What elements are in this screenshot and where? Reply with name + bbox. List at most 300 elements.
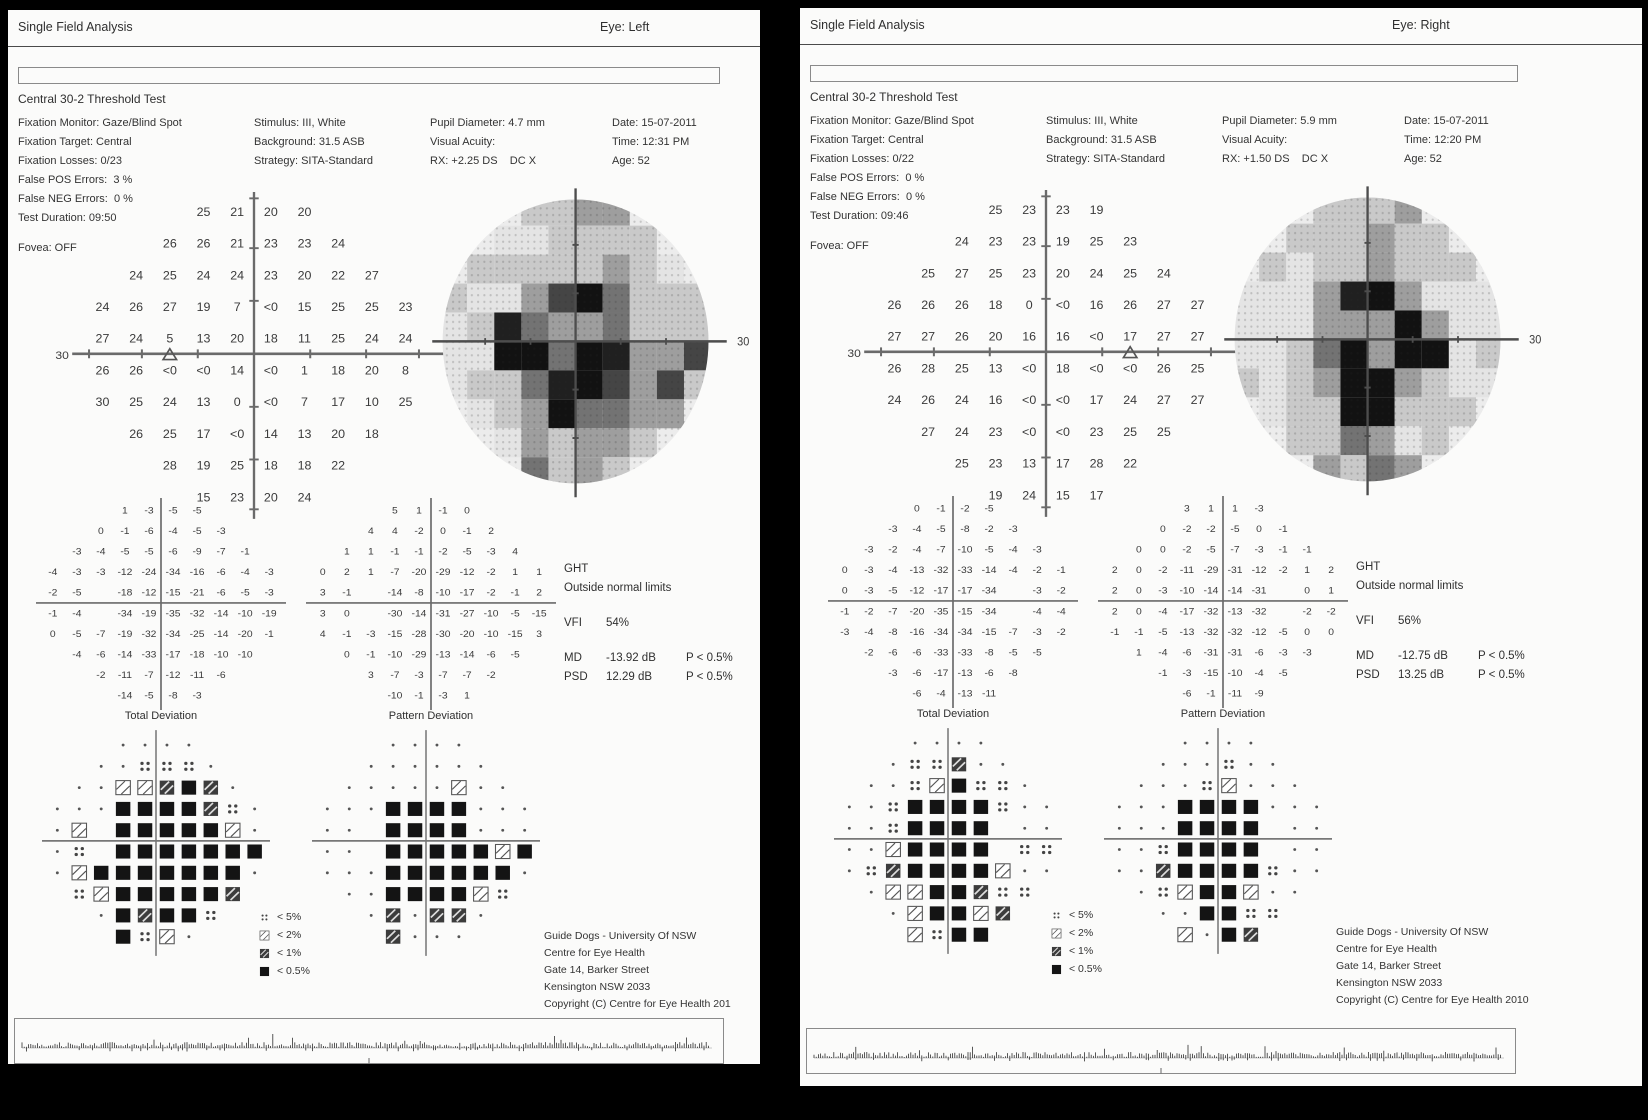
legend-item: < 0.5%: [1050, 960, 1102, 978]
svg-text:-4: -4: [1158, 648, 1168, 659]
pattern-deviation-label: Pattern Deviation: [388, 710, 474, 722]
svg-text:0: 0: [319, 567, 326, 578]
svg-text:17: 17: [1055, 456, 1070, 471]
svg-text:24: 24: [95, 300, 110, 314]
svg-text:-2: -2: [1206, 524, 1216, 535]
ght-label: GHT: [564, 563, 589, 575]
svg-text:<0: <0: [1055, 425, 1070, 439]
svg-text:-5: -5: [1278, 668, 1288, 679]
params-fixation-column: Fixation Monitor: Gaze/Blind Spot Fixation Target: Central Fixation Losses: 0/23 False POS Errors: 3 % False NEG Errors: 0 % Test Duration: 09:50: [18, 117, 182, 224]
svg-text:<0: <0: [1055, 393, 1070, 408]
svg-text:<0: <0: [1022, 393, 1037, 408]
svg-text:24: 24: [129, 268, 144, 283]
svg-text:23: 23: [988, 234, 1003, 249]
svg-text:0: 0: [343, 650, 350, 661]
svg-text:-15: -15: [957, 606, 973, 618]
svg-text:-5: -5: [1032, 648, 1042, 659]
svg-text:25: 25: [398, 395, 413, 410]
svg-text:25: 25: [196, 205, 211, 219]
pattern-deviation-grid: [1098, 496, 1348, 710]
svg-text:-12: -12: [459, 567, 475, 578]
params-fovea: Fovea: OFF: [810, 240, 869, 252]
svg-text:-31: -31: [1251, 586, 1267, 597]
svg-text:-14: -14: [411, 608, 427, 620]
svg-text:-29: -29: [411, 650, 427, 661]
probability-legend: [258, 908, 310, 980]
svg-text:-1: -1: [936, 504, 946, 515]
svg-text:25: 25: [988, 203, 1003, 217]
svg-text:-29: -29: [435, 567, 451, 578]
threshold-sensitivity-grid: [52, 192, 456, 522]
svg-text:22: 22: [1123, 456, 1138, 471]
svg-text:-5: -5: [1158, 627, 1168, 638]
svg-text:-15: -15: [1203, 668, 1219, 679]
svg-text:1: 1: [122, 506, 128, 517]
svg-text:25: 25: [988, 266, 1003, 281]
svg-text:-20: -20: [411, 567, 427, 578]
svg-text:26: 26: [921, 298, 936, 312]
probability-symbol-icon: [258, 929, 271, 942]
svg-text:-4: -4: [912, 524, 922, 535]
svg-text:28: 28: [162, 458, 177, 473]
svg-text:-2: -2: [1302, 606, 1312, 618]
svg-text:-2: -2: [48, 588, 58, 599]
svg-text:18: 18: [263, 458, 278, 473]
svg-text:27: 27: [95, 332, 110, 346]
svg-text:22: 22: [331, 268, 346, 283]
svg-text:-4: -4: [1008, 545, 1018, 556]
svg-text:-7: -7: [390, 670, 400, 681]
svg-text:-4: -4: [936, 689, 946, 700]
svg-text:16: 16: [988, 393, 1003, 408]
header-divider: [8, 46, 760, 47]
svg-text:4: 4: [512, 547, 519, 558]
svg-text:21: 21: [230, 205, 245, 219]
svg-text:27: 27: [1156, 393, 1171, 408]
svg-text:25: 25: [1123, 425, 1138, 439]
probability-symbol-icon: [258, 911, 271, 924]
svg-text:-30: -30: [435, 629, 451, 640]
svg-text:-32: -32: [189, 608, 205, 620]
svg-text:-2: -2: [864, 648, 874, 659]
svg-text:23: 23: [297, 236, 312, 251]
header-divider: [800, 44, 1642, 45]
psd-row: PSD 12.29 dB P < 0.5%: [564, 671, 733, 683]
gaze-tracker-strip: [14, 1018, 724, 1064]
patient-info-strip: [810, 65, 1518, 82]
svg-text:-24: -24: [141, 567, 157, 578]
svg-text:-17: -17: [165, 650, 181, 661]
svg-text:-6: -6: [144, 526, 154, 537]
legend-item: < 1%: [1050, 942, 1102, 960]
grayscale-plot: [1206, 178, 1550, 515]
svg-text:-11: -11: [1179, 565, 1195, 576]
svg-text:<0: <0: [196, 363, 211, 378]
svg-text:-5: -5: [240, 588, 250, 599]
svg-text:-4: -4: [1008, 565, 1018, 576]
svg-text:24: 24: [364, 332, 379, 346]
svg-text:-20: -20: [459, 629, 475, 640]
svg-text:3: 3: [536, 629, 543, 640]
svg-text:-3: -3: [486, 547, 496, 558]
total-deviation-grid: [36, 498, 286, 712]
md-row: MD -13.92 dB P < 0.5%: [564, 652, 733, 664]
svg-text:0: 0: [1160, 524, 1166, 535]
svg-text:-1: -1: [1134, 627, 1144, 638]
ght-result: Outside normal limits: [564, 582, 672, 594]
svg-text:2: 2: [1111, 606, 1118, 618]
total-deviation-probability-plot: [834, 726, 1062, 956]
svg-text:-3: -3: [96, 567, 106, 578]
svg-text:26: 26: [1123, 298, 1138, 312]
params-pupil-column: Pupil Diameter: 4.7 mm Visual Acuity: RX: +2.25 DS DC X: [430, 117, 545, 167]
svg-text:-32: -32: [1203, 606, 1219, 618]
svg-text:-27: -27: [459, 608, 475, 620]
svg-text:24: 24: [887, 393, 902, 408]
svg-text:-6: -6: [168, 547, 178, 558]
svg-text:-12: -12: [117, 567, 133, 578]
svg-text:-34: -34: [981, 586, 997, 597]
svg-text:-34: -34: [981, 606, 997, 618]
svg-text:30: 30: [737, 336, 750, 349]
svg-text:0: 0: [233, 395, 241, 410]
svg-text:-31: -31: [1227, 648, 1243, 659]
svg-text:1: 1: [1328, 586, 1335, 597]
svg-text:28: 28: [1089, 456, 1104, 471]
svg-text:-3: -3: [1182, 668, 1192, 679]
svg-text:-10: -10: [387, 650, 403, 661]
svg-text:0: 0: [1304, 627, 1311, 638]
svg-text:-31: -31: [435, 608, 451, 620]
svg-text:20: 20: [988, 330, 1003, 344]
svg-text:27: 27: [1156, 298, 1171, 312]
svg-text:19: 19: [196, 300, 211, 314]
svg-text:13: 13: [1022, 456, 1037, 471]
svg-text:-9: -9: [1254, 689, 1264, 700]
svg-text:4: 4: [392, 526, 398, 537]
svg-text:-5: -5: [510, 608, 520, 620]
svg-text:27: 27: [364, 268, 379, 283]
legend-item: < 5%: [1050, 906, 1102, 924]
svg-text:-18: -18: [189, 650, 205, 661]
svg-text:24: 24: [954, 393, 969, 408]
svg-text:-5: -5: [1008, 648, 1018, 659]
svg-text:18: 18: [1055, 361, 1070, 376]
svg-text:5: 5: [392, 506, 398, 517]
svg-text:-1: -1: [462, 526, 472, 537]
svg-text:8: 8: [402, 363, 409, 378]
svg-text:23: 23: [988, 425, 1003, 439]
svg-text:-19: -19: [117, 629, 133, 640]
svg-text:15: 15: [1055, 488, 1070, 503]
svg-text:-3: -3: [366, 629, 376, 640]
svg-text:-16: -16: [189, 567, 205, 578]
svg-text:2: 2: [343, 567, 350, 578]
svg-text:27: 27: [954, 266, 969, 281]
svg-text:23: 23: [1022, 203, 1037, 217]
svg-text:-4: -4: [72, 650, 82, 661]
svg-text:20: 20: [364, 363, 379, 378]
svg-text:24: 24: [196, 268, 211, 283]
eye-label: Eye: Right: [1392, 18, 1450, 32]
svg-text:15: 15: [196, 490, 211, 505]
svg-text:10: 10: [364, 395, 379, 410]
svg-text:-31: -31: [1203, 648, 1219, 659]
svg-text:24: 24: [129, 332, 144, 346]
svg-text:-12: -12: [1251, 565, 1267, 576]
gaze-tracker-strip: [806, 1028, 1516, 1074]
svg-text:-1: -1: [414, 547, 424, 558]
svg-text:27: 27: [1190, 393, 1205, 408]
svg-text:0: 0: [1135, 606, 1142, 618]
svg-text:-6: -6: [912, 648, 922, 659]
svg-text:-14: -14: [213, 608, 229, 620]
svg-text:-10: -10: [957, 545, 973, 556]
svg-text:24: 24: [162, 395, 177, 410]
report-page-right-eye: [800, 8, 1642, 1086]
svg-text:22: 22: [331, 458, 346, 473]
svg-text:3: 3: [1184, 504, 1190, 515]
svg-text:25: 25: [1190, 361, 1205, 376]
svg-text:-1: -1: [840, 606, 850, 618]
svg-text:-3: -3: [1278, 648, 1288, 659]
svg-text:-5: -5: [888, 586, 898, 597]
svg-text:24: 24: [230, 268, 245, 283]
svg-text:-6: -6: [912, 689, 922, 700]
svg-text:-5: -5: [510, 650, 520, 661]
svg-text:-8: -8: [960, 524, 970, 535]
svg-text:30: 30: [1529, 334, 1542, 347]
svg-text:23: 23: [398, 300, 413, 314]
svg-text:-3: -3: [72, 567, 82, 578]
svg-text:-15: -15: [387, 629, 403, 640]
svg-text:-1: -1: [390, 547, 400, 558]
svg-text:13: 13: [988, 361, 1003, 376]
svg-text:-3: -3: [1008, 524, 1018, 535]
svg-text:30: 30: [95, 395, 110, 410]
svg-text:-2: -2: [486, 567, 496, 578]
svg-text:-13: -13: [909, 565, 925, 576]
svg-text:-2: -2: [486, 588, 496, 599]
svg-text:-1: -1: [438, 506, 448, 517]
svg-text:-3: -3: [144, 506, 154, 517]
svg-text:-13: -13: [1227, 606, 1243, 618]
svg-text:-1: -1: [48, 608, 58, 620]
svg-text:26: 26: [129, 427, 144, 441]
svg-text:24: 24: [1156, 266, 1171, 281]
svg-text:7: 7: [301, 395, 308, 410]
svg-text:20: 20: [1055, 266, 1070, 281]
svg-text:-6: -6: [1182, 648, 1192, 659]
svg-text:-1: -1: [1206, 689, 1216, 700]
svg-text:24: 24: [398, 332, 413, 346]
svg-text:1: 1: [343, 547, 350, 558]
threshold-sensitivity-grid: [844, 190, 1248, 520]
svg-text:-7: -7: [216, 547, 226, 558]
svg-text:3: 3: [368, 670, 374, 681]
svg-text:<0: <0: [263, 300, 278, 314]
svg-text:26: 26: [1156, 361, 1171, 376]
svg-text:-4: -4: [912, 545, 922, 556]
svg-text:-34: -34: [165, 629, 181, 640]
svg-text:-1: -1: [1278, 545, 1288, 556]
svg-text:-2: -2: [1326, 606, 1336, 618]
svg-text:-3: -3: [72, 547, 82, 558]
svg-text:18: 18: [988, 298, 1003, 312]
svg-text:<0: <0: [1022, 425, 1037, 439]
svg-text:-3: -3: [192, 691, 202, 702]
ght-result: Outside normal limits: [1356, 580, 1464, 592]
vfi-row: VFI 56%: [1356, 615, 1422, 627]
svg-text:-13: -13: [435, 650, 451, 661]
ght-summary: [564, 560, 733, 687]
report-title: Single Field Analysis: [18, 20, 133, 34]
svg-text:-3: -3: [888, 524, 898, 535]
svg-text:-4: -4: [888, 565, 898, 576]
svg-text:-19: -19: [261, 608, 277, 620]
svg-text:-4: -4: [864, 627, 874, 638]
svg-text:-11: -11: [1227, 689, 1243, 700]
svg-text:18: 18: [263, 332, 278, 346]
svg-text:-2: -2: [888, 545, 898, 556]
svg-text:27: 27: [921, 425, 936, 439]
svg-text:-17: -17: [933, 586, 949, 597]
report-page-left-eye: [8, 10, 760, 1064]
svg-text:-2: -2: [414, 526, 424, 537]
svg-text:0: 0: [1256, 524, 1262, 535]
test-name: Central 30-2 Threshold Test: [810, 90, 958, 104]
svg-text:23: 23: [1022, 266, 1037, 281]
svg-text:18: 18: [364, 427, 379, 441]
svg-text:-8: -8: [168, 691, 178, 702]
legend-item: < 0.5%: [258, 962, 310, 980]
svg-text:-14: -14: [981, 565, 997, 576]
svg-text:<0: <0: [1022, 361, 1037, 376]
svg-text:0: 0: [440, 526, 446, 537]
svg-text:1: 1: [1208, 504, 1214, 515]
svg-text:1: 1: [368, 567, 374, 578]
total-deviation-label: Total Deviation: [124, 710, 198, 722]
pattern-deviation-grid: [306, 498, 556, 712]
svg-text:24: 24: [954, 234, 969, 249]
svg-text:<0: <0: [1089, 330, 1104, 344]
svg-text:-2: -2: [1032, 565, 1042, 576]
svg-text:-6: -6: [984, 668, 994, 679]
svg-text:23: 23: [1089, 425, 1104, 439]
svg-text:7: 7: [233, 300, 241, 314]
svg-text:-3: -3: [1254, 545, 1264, 556]
svg-text:20: 20: [297, 205, 312, 219]
svg-text:25: 25: [954, 361, 969, 376]
svg-text:-16: -16: [909, 627, 925, 638]
svg-text:27: 27: [1190, 330, 1205, 344]
svg-text:27: 27: [1156, 330, 1171, 344]
svg-text:-21: -21: [189, 588, 205, 599]
test-name: Central 30-2 Threshold Test: [18, 92, 166, 106]
svg-text:14: 14: [230, 363, 245, 378]
svg-text:-1: -1: [264, 629, 274, 640]
svg-text:-17: -17: [459, 588, 475, 599]
svg-text:19: 19: [988, 488, 1003, 503]
svg-text:-6: -6: [1254, 648, 1264, 659]
svg-text:25: 25: [331, 300, 346, 314]
svg-text:-3: -3: [264, 567, 274, 578]
params-stimulus-column: Stimulus: III, White Background: 31.5 ASB Strategy: SITA-Standard: [254, 117, 374, 167]
svg-text:30: 30: [55, 349, 69, 362]
svg-text:-14: -14: [213, 629, 229, 640]
svg-text:<0: <0: [1123, 361, 1138, 376]
probability-symbol-icon: [258, 947, 271, 960]
svg-text:25: 25: [1089, 234, 1104, 249]
svg-text:0: 0: [1025, 298, 1033, 312]
svg-text:25: 25: [331, 332, 346, 346]
svg-text:-13: -13: [1179, 627, 1195, 638]
svg-text:24: 24: [954, 425, 969, 439]
svg-text:-10: -10: [483, 608, 499, 620]
svg-text:0: 0: [464, 506, 470, 517]
svg-text:27: 27: [1190, 298, 1205, 312]
svg-text:-4: -4: [72, 608, 82, 620]
svg-text:-2: -2: [486, 670, 496, 681]
svg-text:-3: -3: [1254, 504, 1264, 515]
svg-text:-19: -19: [141, 608, 157, 620]
svg-text:-4: -4: [168, 526, 178, 537]
eye-label: Eye: Left: [600, 20, 650, 34]
svg-text:24: 24: [331, 236, 346, 251]
svg-text:25: 25: [129, 395, 144, 410]
svg-text:-5: -5: [984, 545, 994, 556]
svg-text:-13: -13: [957, 689, 973, 700]
svg-text:26: 26: [887, 361, 902, 376]
svg-text:-33: -33: [933, 648, 949, 659]
svg-text:26: 26: [954, 330, 969, 344]
svg-text:-34: -34: [117, 608, 133, 620]
svg-text:20: 20: [331, 427, 346, 441]
svg-text:-6: -6: [912, 668, 922, 679]
svg-text:-10: -10: [387, 691, 403, 702]
svg-text:-17: -17: [1179, 606, 1195, 618]
md-row: MD -12.75 dB P < 0.5%: [1356, 650, 1525, 662]
svg-text:-34: -34: [933, 627, 949, 638]
svg-text:-4: -4: [1056, 606, 1066, 618]
svg-text:-5: -5: [120, 547, 130, 558]
svg-text:-7: -7: [438, 670, 448, 681]
svg-text:-14: -14: [1227, 586, 1243, 597]
svg-text:28: 28: [921, 361, 936, 376]
svg-text:-10: -10: [237, 608, 253, 620]
svg-text:-1: -1: [1278, 524, 1288, 535]
svg-text:-5: -5: [1206, 545, 1216, 556]
svg-text:11: 11: [298, 332, 311, 346]
svg-text:0: 0: [1328, 627, 1335, 638]
svg-text:2: 2: [1111, 565, 1118, 576]
pattern-deviation-probability-plot: [1104, 726, 1332, 956]
svg-text:-33: -33: [957, 648, 973, 659]
svg-text:-6: -6: [216, 670, 226, 681]
svg-text:26: 26: [95, 363, 110, 378]
svg-text:-3: -3: [1032, 545, 1042, 556]
svg-text:25: 25: [230, 458, 245, 473]
svg-text:-2: -2: [96, 670, 106, 681]
svg-text:-2: -2: [1278, 565, 1288, 576]
svg-text:0: 0: [841, 586, 848, 597]
svg-text:-2: -2: [960, 504, 970, 515]
svg-text:2: 2: [536, 588, 543, 599]
legend-item: < 1%: [258, 944, 310, 962]
svg-text:-25: -25: [189, 629, 205, 640]
svg-text:25: 25: [162, 427, 177, 441]
svg-text:-5: -5: [168, 506, 178, 517]
